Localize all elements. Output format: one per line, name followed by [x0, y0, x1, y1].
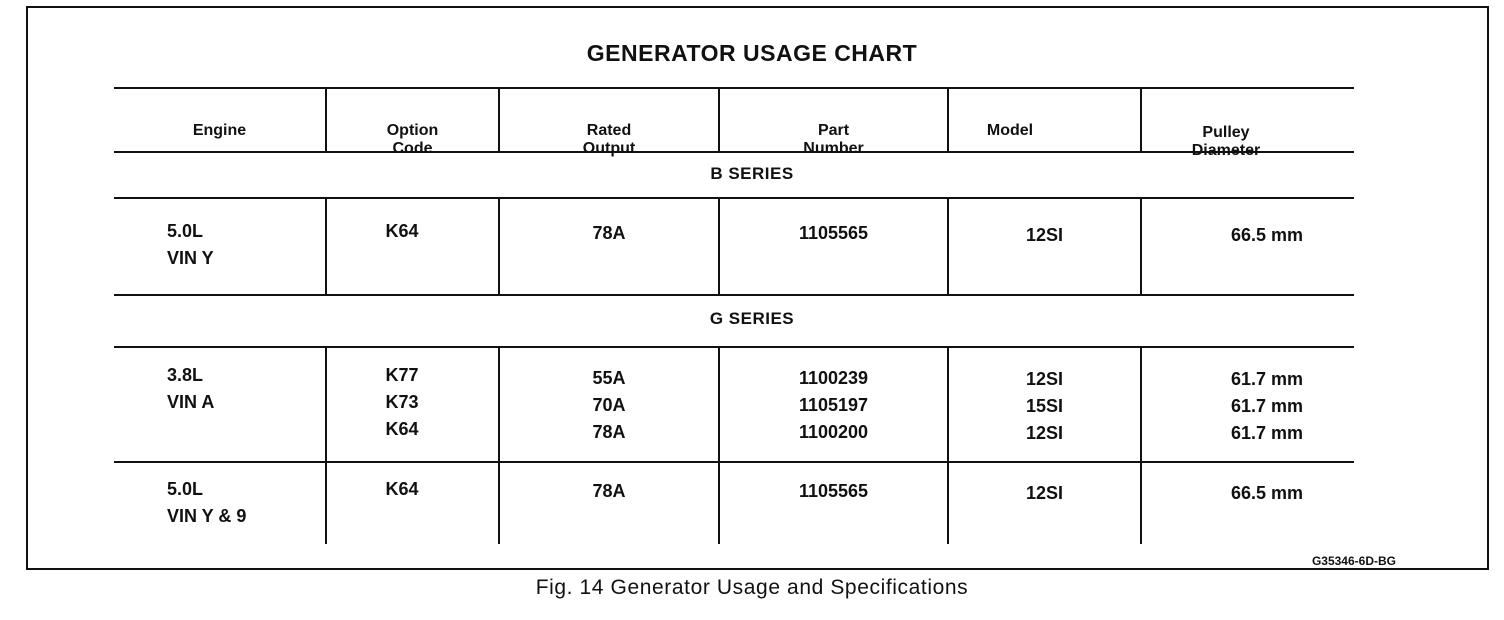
header-option-code-label: Option Code: [386, 122, 439, 157]
g-pulley-diameter-5-0l: 66.5 mm: [1230, 483, 1304, 503]
header-part-number: [720, 104, 947, 158]
g-pulley-diameter-3-8l: 61.7 mm 61.7 mm 61.7 mm: [1230, 369, 1304, 443]
g-engine-3-8l: 3.8L VIN A: [167, 365, 215, 412]
b-engine: 5.0L VIN Y: [167, 221, 214, 268]
g-option-code-5-0l: K64: [385, 479, 419, 499]
figure-caption: Fig. 14 Generator Usage and Specifications: [535, 576, 969, 599]
g-model-5-0l: 12SI: [1025, 483, 1064, 503]
b-rated-output: 78A: [592, 223, 626, 243]
col-divider: [947, 89, 949, 152]
header-model-label: Model: [986, 122, 1034, 139]
rule-g-series: [114, 346, 1354, 348]
header-option-code: [327, 104, 498, 158]
g-part-number-5-0l: 1105565: [798, 481, 869, 501]
figure-reference-code: G35346-6D-BG: [1311, 554, 1396, 568]
b-pulley-diameter: 66.5 mm: [1230, 225, 1304, 245]
chart-title: GENERATOR USAGE CHART: [586, 40, 918, 66]
section-g-series: G SERIES: [709, 309, 795, 328]
g-rated-output-3-8l: 55A 70A 78A: [592, 368, 626, 442]
rule-b-end: [114, 294, 1354, 296]
header-part-number-label: Part Number: [803, 122, 864, 157]
rule-g-row-divider: [114, 461, 1354, 463]
header-engine-label: Engine: [192, 122, 247, 139]
col-divider: [498, 199, 500, 295]
section-b-series: B SERIES: [710, 164, 794, 183]
g-option-code-3-8l: K77 K73 K64: [385, 365, 419, 439]
g-engine-5-0l: 5.0L VIN Y & 9: [167, 479, 247, 526]
header-pulley-diameter: [1142, 106, 1310, 160]
header-rated-output-label: Rated Output: [582, 122, 636, 157]
rule-header-top: [114, 87, 1354, 89]
header-engine: [114, 122, 325, 140]
g-rated-output-5-0l: 78A: [592, 481, 626, 501]
header-pulley-diameter-label: Pulley Diameter: [1191, 124, 1261, 159]
b-option-code: K64: [385, 221, 419, 241]
col-divider: [718, 199, 720, 295]
g-part-number-3-8l: 1100239 1105197 1100200: [798, 368, 869, 442]
b-part-number: 1105565: [798, 223, 869, 243]
col-divider: [325, 199, 327, 295]
rule-b-series: [114, 197, 1354, 199]
b-model: 12SI: [1025, 225, 1064, 245]
header-rated-output: [500, 104, 718, 158]
header-model: [949, 122, 1071, 140]
g-model-3-8l: 12SI 15SI 12SI: [1025, 369, 1064, 443]
